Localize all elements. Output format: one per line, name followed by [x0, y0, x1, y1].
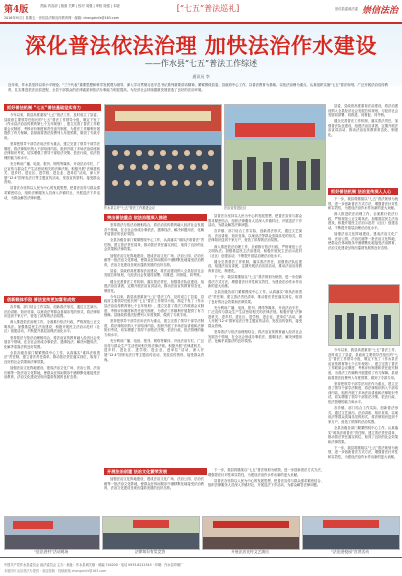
photo-caption-1: 作水县召开“七五”普法工作推进会议: [104, 206, 156, 210]
paragraph: 全县各级各部门紧紧围绕中心工作，认真落实“谁执法谁普法”责任制，建立普法责任清单，推动普法责任落实到位，取得了良好的社会效果和法律效果。: [328, 426, 398, 444]
paragraph: 下一步，我县将继续以“七五”普法规划为统领，进一步创新普法方式方法，增强普法针对性和实效性，为建设法治作水作出新的更大贡献。: [328, 197, 398, 211]
paragraph: 县委、县政府高度重视法治建设，将法治建设纳入全县经济社会发展总体规划，与经济社会发展同部署、同推进、同督促、同考核。: [328, 104, 398, 118]
paragraph: 坚持普法与依法治理相结合，将法治宣传教育融入经济社会发展各个领域，在全社会形成办事依法、遇事找法、解决问题用法、化解矛盾靠法的良好氛围。: [208, 330, 302, 344]
paragraph: 健全完善普法工作机制，落实普法责任，加强普法队伍建设，组建法治宣讲团，定期开展法治宣讲活动，推动法治宣传教育常态化、制度化。: [104, 279, 204, 293]
lead-paragraph: 近年来，作水县坚持以邓小平理论、“三个代表”重要思想和科学发展观为指导，深入学习贯彻习近平总书记系列重要讲话精神，紧紧围绕县委、县政府中心工作，以普法教育为基础，以依法治理为重点，认真组织实施“七五”普法规划，广泛开展法治宣传教育，扎实推进依法治县进程，全县干部群众的法律素质和依法办事能力明显提高，为经济社会持续健康发展营造了良好的法治环境。: [8, 83, 388, 92]
paragraph: 县普法办坚持以人民为中心的发展思想，把普法宣传与群众需求紧密结合，组织法律服务人员深入乡镇村社，开展送法下乡活动，为群众解答法律问题。: [4, 186, 100, 200]
paragraph: 加强法治文化阵地建设，建成法治文化广场、法治公园、法治长廊等一批法治文化阵地，使群众在休闲娱乐中潜移默化地接受法治教育，法治文化建设呈现出蓬勃发展的良好态势。: [104, 477, 204, 491]
header-meta: 责编 内容部 | 版面 关辉 | 校对 周强 | 审校 周强 | 本版: [40, 4, 120, 8]
column-3: [208, 214, 302, 464]
community-photo: [224, 104, 326, 206]
meeting-photo-image: [105, 105, 221, 205]
section-heading-3: 突出普法重点 依法治理深入推进: [104, 214, 207, 221]
paragraph: 加强法治文化阵地建设，建成法治文化广场、法治公园、法治长廊等一批法治文化阵地，使群众在休闲娱乐中潜移默化地接受法治教育，法治文化建设呈现出蓬勃发展的良好态势。: [104, 253, 204, 267]
paragraph: 坚持把领导干部学法用法作为重点，建立完善了领导干部学法制度，将法律知识纳入干部培训内容，组织开展了多场法治讲座和法律知识考试，切实增强了领导干部依法决策、依法行政、依法管理的能力和水平。: [104, 319, 204, 338]
section-heading-5: 开展法治创建 法治文化繁荣发展: [104, 468, 207, 475]
bottom-caption-4: “法治进校园”宣讲活动: [330, 549, 370, 554]
paragraph: 全县各级各部门紧紧围绕中心工作，认真落实“谁执法谁普法”责任制，建立普法责任清单，推动普法责任落实到位，取得了良好的社会效果和法律效果。: [4, 350, 100, 365]
section-title: [“七五”普法巡礼]: [176, 4, 240, 13]
paragraph: 健全完善普法工作机制，落实普法责任，加强普法队伍建设，组建法治宣讲团，定期开展法治宣讲活动，推动法治宣传教育常态化、制度化。: [328, 119, 398, 138]
paragraph: 深入推进依法治理工作，全面推行依法行政，严格规范公正文明执法。加强基层民主法治建设，积极开展民主法治示范村（社区）创建活动，不断提升基层治理法治化水平。: [4, 320, 100, 334]
paragraph: 全县各级各部门紧紧围绕中心工作，认真落实“谁执法谁普法”责任制，建立普法责任清单，推动普法责任落实到位，取得了良好的社会效果和法律效果。: [208, 290, 302, 304]
page-header: [0, 0, 402, 24]
headline-subtitle: ——作水县“七五”普法工作综述: [144, 59, 258, 68]
paragraph: 加强法治文化阵地建设，建成法治文化广场、法治公园、法治长廊等一批法治文化阵地，使群众在休闲娱乐中潜移默化地接受法治教育，法治文化建设呈现出蓬勃发展的良好态势。: [328, 232, 398, 250]
header-meta-2: 2016年9月日 星期五 · 崇信县法制宣传教育网 · 邮箱: chongxinfz@163.com: [4, 16, 119, 20]
section-heading-4: 抓好普法机制 法治宣传深入人心: [328, 188, 398, 195]
paragraph: 各乡镇、部门结合工作实际，创新普法形式，通过文艺演出、法治讲座、知识竞赛、以案说法等群众喜闻乐见的形式，将法律知识送到千家万户，营造了浓厚的法治氛围。: [328, 406, 398, 424]
column-1-top: [4, 113, 100, 293]
paragraph: 坚持把领导干部学法用法作为重点，建立完善了领导干部学法制度，将法律知识纳入干部培训内容，组织开展了多场法治讲座和法律知识考试，切实增强了领导干部依法决策、依法行政、依法管理的能力和水平。: [4, 142, 100, 160]
bottom-photo-4-image: [303, 517, 399, 549]
paragraph: 深入推进依法治理工作，全面推行依法行政，严格规范公正文明执法。加强基层民主法治建设，积极开展民主法治示范村（社区）创建活动，不断提升基层治理法治化水平。: [328, 212, 398, 231]
bottom-caption-3: 开展法治宣传文艺演出: [231, 549, 269, 554]
paragraph: 坚持把领导干部学法用法作为重点，建立完善了领导干部学法制度，将法律知识纳入干部培训内容，组织开展了多场法治讲座和法律知识考试，切实增强了领导干部依法决策、依法行政、依法管理的能力和水平。: [328, 381, 398, 405]
page-number: 第4版: [4, 5, 29, 15]
paragraph: 下一步，我县将继续以“七五”普法规划为统领，进一步创新普法方式方法，增强普法针对性和实效性，为建设法治作水作出新的更大贡献。: [208, 275, 302, 289]
column-4-top: [328, 104, 398, 184]
column-1-bottom: [4, 305, 100, 540]
bottom-caption-2: 法律知识有奖竞答: [134, 549, 166, 554]
paragraph: 县普法办坚持以人民为中心的发展思想，把普法宣传与群众需求紧密结合，组织法律服务人员深入乡镇村社，开展送法下乡活动，为群众解答法律问题。: [208, 478, 324, 488]
bottom-photo-3-image: [203, 517, 299, 549]
meeting-photo: [104, 104, 222, 206]
paragraph: 下一步，我县将继续以“七五”普法规划为统领，进一步创新普法方式方法，增强普法针对性和实效性，为建设法治作水作出新的更大贡献。: [328, 445, 398, 460]
column-3-bottom: [208, 468, 324, 514]
column-4-bottom: [328, 348, 398, 540]
masthead-logo: 崇信法治: [361, 6, 398, 16]
paragraph: 坚持普法与依法治理相结合，将法治宣传教育融入经济社会发展各个领域，在全社会形成办事依法、遇事找法、解决问题用法、化解矛盾靠法的良好氛围。: [4, 335, 100, 349]
bottom-photo-1-image: [5, 517, 99, 549]
column-2-bottom: [104, 477, 204, 515]
community-photo-image: [225, 105, 325, 205]
bottom-photo-2: [102, 516, 200, 550]
bottom-photo-2-image: [103, 517, 199, 549]
photo-caption-2: 法治宣传进社区: [224, 206, 247, 210]
paragraph: 充分利用广播、电视、报刊、网络等媒体，开设法治专栏，广泛宣传与群众生产生活密切相关的法律法规。积极开展“法律进机关、进乡村、进社区、进学校、进企业、进单位”活动，深入开展“12·4”国家宪法日等主题宣传活动，发放宣传资料，接受群众咨询。: [208, 305, 302, 329]
bottom-photo-4: [302, 516, 400, 550]
column-4-mid: [328, 197, 398, 281]
paragraph: 全县各级各部门紧紧围绕中心工作，认真落实“谁执法谁普法”责任制，建立普法责任清单，推动普法责任落实到位，取得了良好的社会效果和法律效果。: [104, 238, 204, 252]
section-heading-1: 抓好普法机制 “七五”普法基础坚实有力: [4, 104, 101, 111]
paragraph: 县委、县政府高度重视法治建设，将法治建设纳入全县经济社会发展总体规划，与经济社会发展同部署、同推进、同督促、同考核。: [104, 268, 204, 278]
headline-title: 深化普法依法治理 加快法治作水建设: [25, 34, 377, 58]
bottom-photo-3: [202, 516, 300, 550]
bottom-photo-1: [4, 516, 100, 550]
footer-line-2: 本版图片由县普法办提供 · 欢迎投稿 · 投稿邮箱 chongxinfz@163.com: [4, 569, 107, 573]
paragraph: 充分利用广播、电视、报刊、网络等媒体，开设法治专栏，广泛宣传与群众生产生活密切相关的法律法规。积极开展“法律进机关、进乡村、进社区、进学校、进企业、进单位”活动，深入开展“12·4”国家宪法日等主题宣传活动，发放宣传资料，接受群众咨询。: [104, 339, 204, 362]
bottom-caption-1: “送法进村”活动现场: [33, 549, 69, 554]
section-heading-2: 创新载体手段 普法宣传更加富有成效: [4, 296, 101, 303]
right-photo-image: [329, 285, 399, 345]
header-meta-right: 崇信县委政法委: [334, 7, 358, 11]
footer-line-1: 中国共产党作水县委员会 政法委员会 主办 · 地址：作水县城关镇 · 邮编 744200 · 电话 0933-8212345 · 印刷：作水县印刷厂: [4, 563, 184, 567]
paragraph: 今年以来，我县高度重视“七五”普法工作，及时成立了县委、县政府主要领导任组长的“七五”普法工作领导小组，制定下发了《作水县法治宣传教育第七个五年规划》，建立完善了普法工作联席会议制度、考核评价制度和责任追究制度，为普法工作顺利开展提供了有力保障。县财政将普法经费列入年度预算，做到了专款专用。: [328, 348, 398, 380]
byline: 通讯员 李: [192, 74, 210, 79]
paragraph: 今年以来，我县高度重视“七五”普法工作，及时成立了县委、县政府主要领导任组长的“七五”普法工作领导小组，制定下发了《作水县法治宣传教育第七个五年规划》，建立完善了普法工作联席会议制度、考核评价制度和责任追究制度，为普法工作顺利开展提供了有力保障。县财政将普法经费列入年度预算，做到了专款专用。: [104, 294, 204, 318]
paragraph: 加强法治文化阵地建设，建成法治文化广场、法治公园、法治长廊等一批法治文化阵地，使群众在休闲娱乐中潜移默化地接受法治教育，法治文化建设呈现出蓬勃发展的良好态势。: [4, 366, 100, 380]
paragraph: 充分利用广播、电视、报刊、网络等媒体，开设法治专栏，广泛宣传与群众生产生活密切相关的法律法规。积极开展“法律进机关、进乡村、进社区、进学校、进企业、进单位”活动，深入开展“12·4”国家宪法日等主题宣传活动，发放宣传资料，接受群众咨询。: [4, 161, 100, 185]
paragraph: 今年以来，我县高度重视“七五”普法工作，及时成立了县委、县政府主要领导任组长的“七五”普法工作领导小组，制定下发了《作水县法治宣传教育第七个五年规划》，建立完善了普法工作联席会议制度、考核评价制度和责任追究制度，为普法工作顺利开展提供了有力保障。县财政将普法经费列入年度预算，做到了专款专用。: [4, 113, 100, 140]
paragraph: 健全完善普法工作机制，落实普法责任，加强普法队伍建设，组建法治宣讲团，定期开展法治宣讲活动，推动法治宣传教育常态化、制度化。: [208, 259, 302, 274]
paragraph: 深入推进依法治理工作，全面推行依法行政，严格规范公正文明执法。加强基层民主法治建设，积极开展民主法治示范村（社区）创建活动，不断提升基层治理法治化水平。: [208, 244, 302, 258]
column-2: [104, 223, 204, 463]
paragraph: 下一步，我县将继续以“七五”普法规划为统领，进一步创新普法方式方法，增强普法针对性和实效性，为建设法治作水作出新的更大贡献。: [208, 468, 324, 477]
paragraph: 县普法办坚持以人民为中心的发展思想，把普法宣传与群众需求紧密结合，组织法律服务人员深入乡镇村社，开展送法下乡活动，为群众解答法律问题。: [208, 214, 302, 228]
paragraph: 各乡镇、部门结合工作实际，创新普法形式，通过文艺演出、法治讲座、知识竞赛、以案说法等群众喜闻乐见的形式，将法律知识送到千家万户，营造了浓厚的法治氛围。: [208, 229, 302, 243]
right-photo: [328, 284, 400, 346]
paragraph: 坚持普法与依法治理相结合，将法治宣传教育融入经济社会发展各个领域，在全社会形成办事依法、遇事找法、解决问题用法、化解矛盾靠法的良好氛围。: [104, 223, 204, 237]
paragraph: 各乡镇、部门结合工作实际，创新普法形式，通过文艺演出、法治讲座、知识竞赛、以案说法等群众喜闻乐见的形式，将法律知识送到千家万户，营造了浓厚的法治氛围。: [4, 305, 100, 319]
